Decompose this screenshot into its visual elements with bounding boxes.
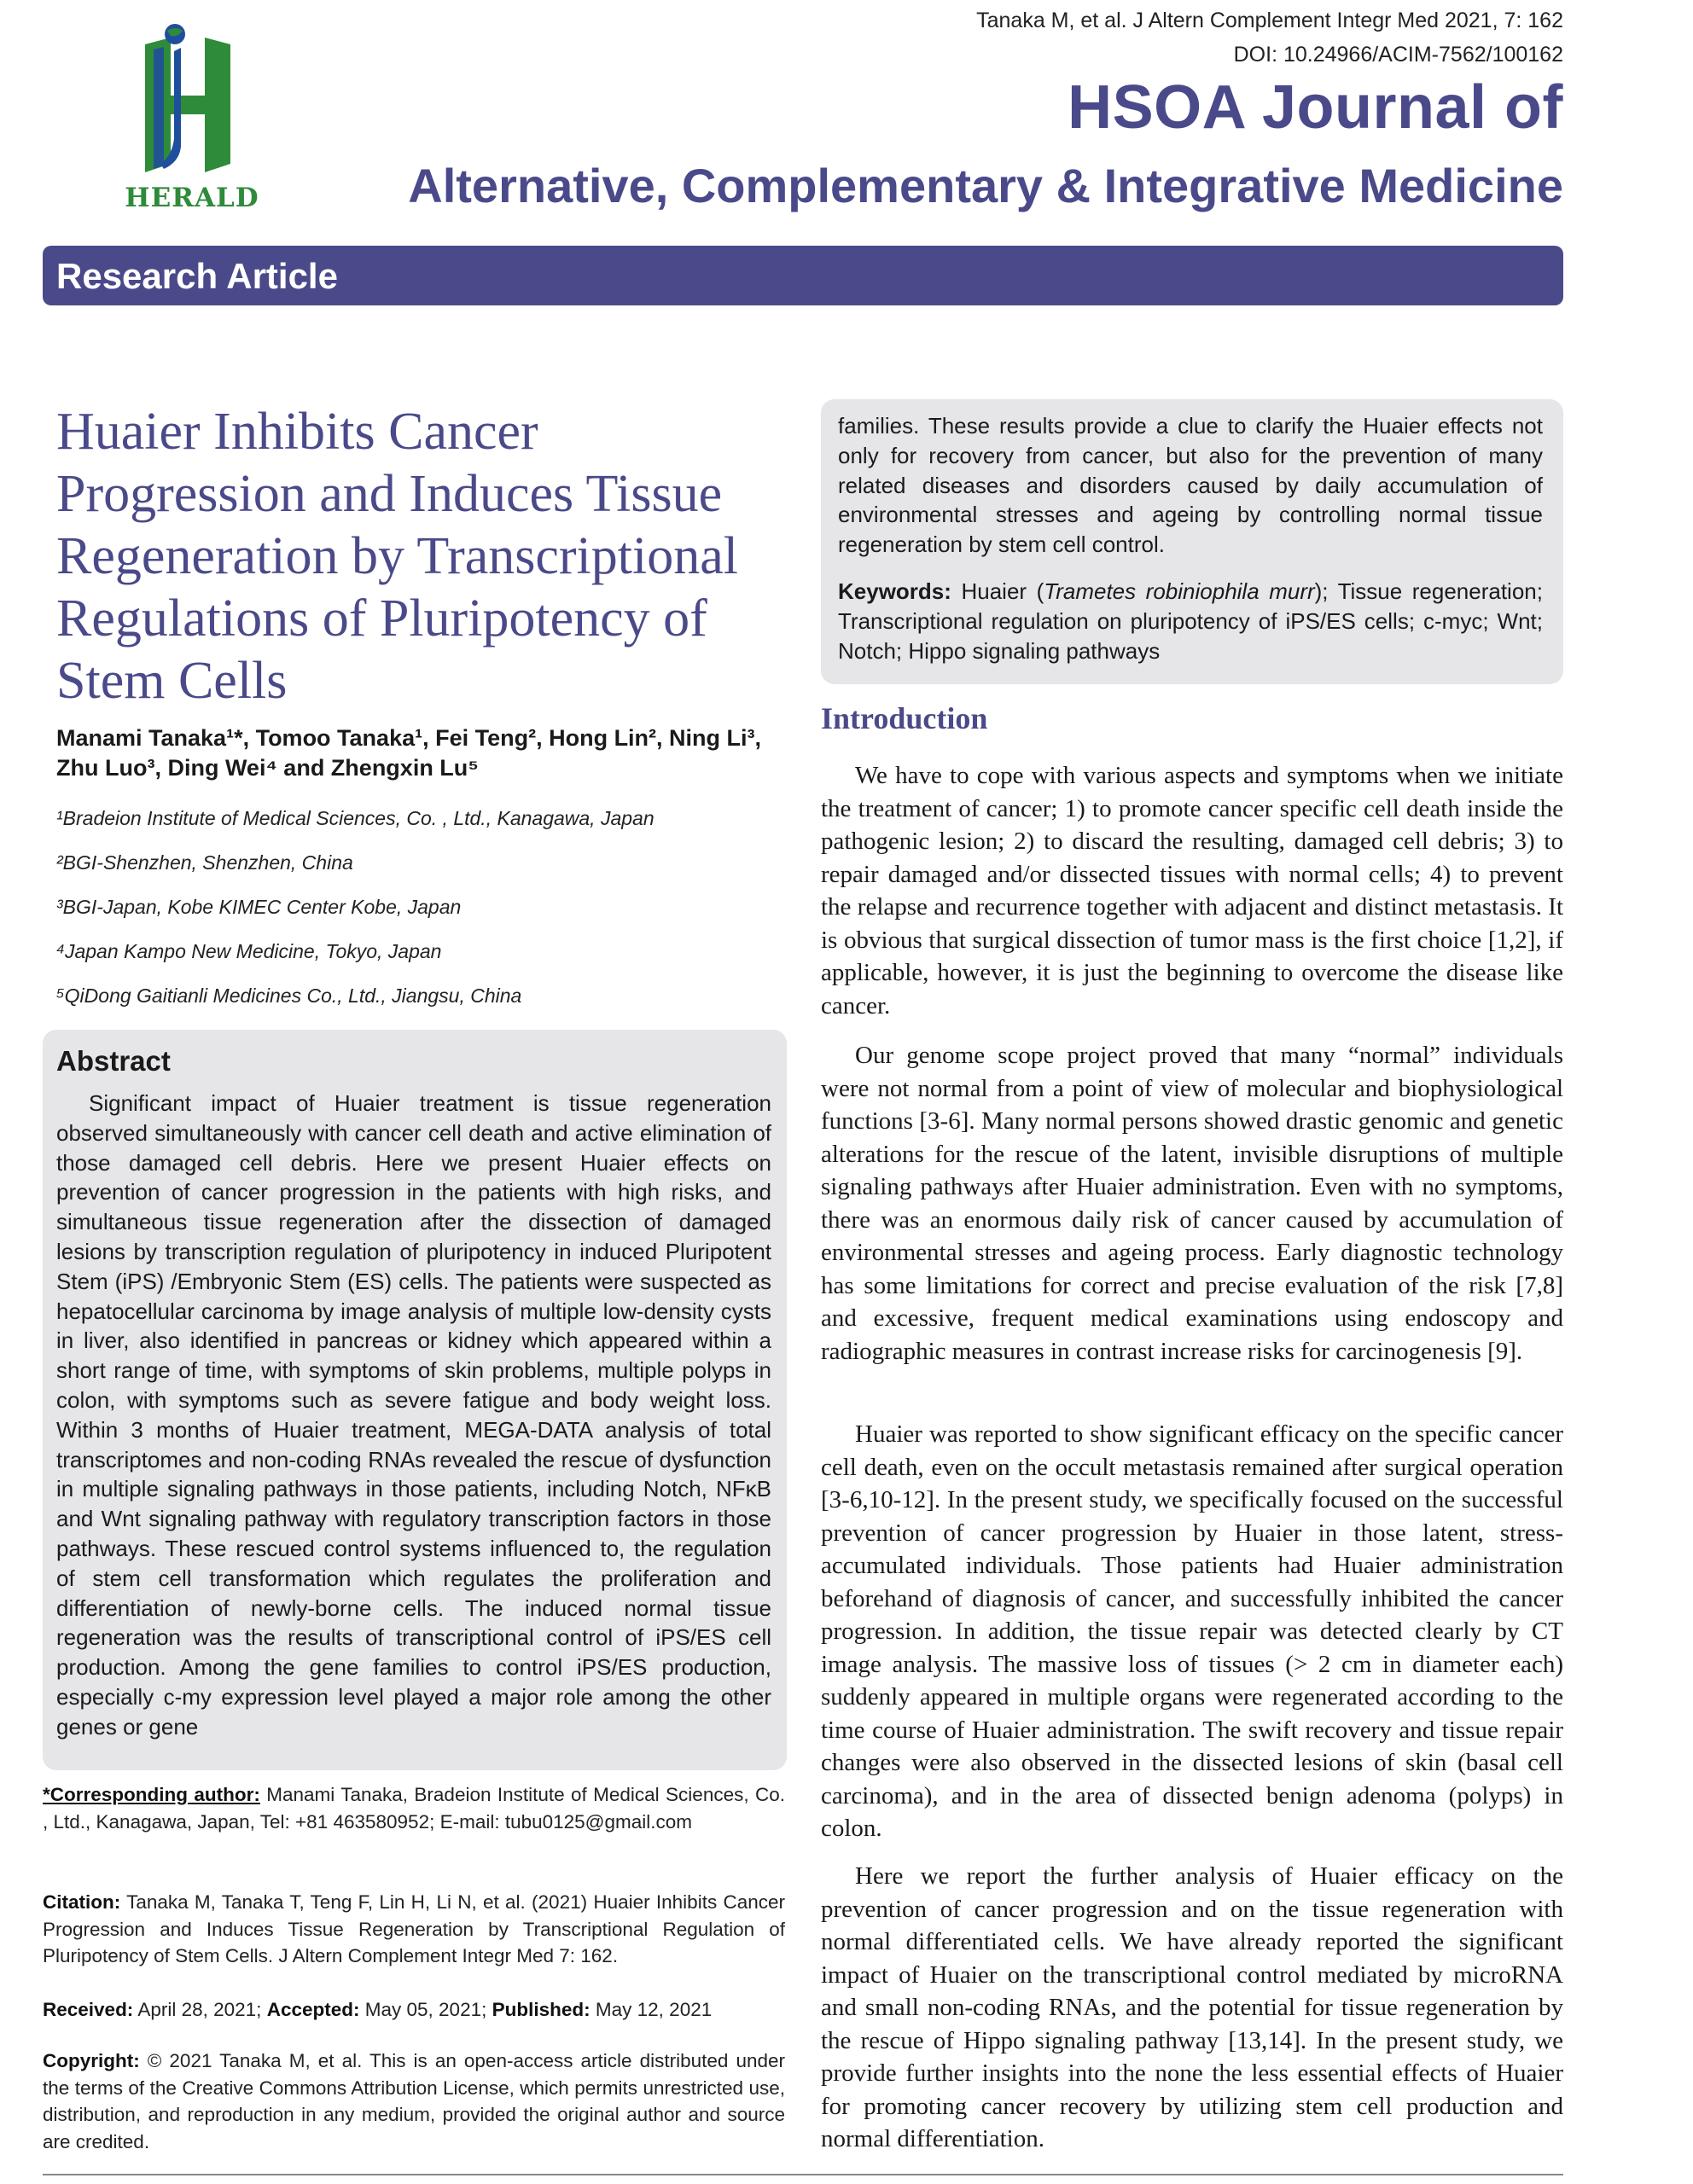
citation-text: Tanaka M, Tanaka T, Teng F, Lin H, Li N, et al. (2021) Huaier Inhibits Cancer Progression and Induces Tissue Regeneration by Transcriptional Regulation of Pluripotency of Stem Cells. J Altern Complement Integr Med 7: 162. [43, 1891, 785, 1966]
body-paragraph: Huaier was reported to show significant efficacy on the specific cancer cell death, even on the occult metastasis remained after surgical operation [3-6,10-12]. In the present study, we specifically focused on the successful prevention of cancer progression by Huaier in those latent, stress-accumulated individuals. Those patients had Huaier administration beforehand of diagnosis of cancer, and successfully inhibited the cancer progression. In addition, the tissue repair was detected clearly by CT image analysis. The massive loss of tissues (> 2 cm in diameter each) suddenly appeared in multiple organs were regenerated according to the time course of Huaier administration. The swift recovery and tissue repair changes were also observed in the dissected lesions of skin (basal cell carcinoma), and in the area of dissected benign adenoma (polyps) in colon. [821, 1420, 1563, 1842]
received-label: Received: [43, 1999, 134, 2020]
affiliation: ¹Bradeion Institute of Medical Sciences, Co. , Ltd., Kanagawa, Japan [56, 807, 655, 829]
abstract-continued-text: families. These results provide a clue to clarify the Huaier effects not only for recovery from cancer, but also for the prevention of many related diseases and disorders caused by daily accumulation of environmental stresses and ageing by controlling normal tissue regeneration by stem cell control. [838, 413, 1543, 558]
affiliation: ⁵QiDong Gaitianli Medicines Co., Ltd., Jiangsu, China [56, 985, 522, 1007]
keywords-text: ); Tissue regeneration; Transcriptional regulation on pluripotency of iPS/ES cells; c-myc; Wnt; Notch; Hippo signaling pathways [838, 578, 1543, 664]
citation [43, 1889, 785, 1970]
keywords-species: Trametes robiniophila murr [1044, 578, 1315, 604]
article-title: Huaier Inhibits Cancer Progression and Induces Tissue Regeneration by Transcriptional Regulations of Pluripotency of Stem Cells [56, 403, 738, 710]
footer-divider [43, 2174, 1563, 2175]
author-list: Manami Tanaka¹*, Tomoo Tanaka¹, Fei Teng², Hong Lin², Ning Li³, Zhu Luo³, Ding Wei⁴ and Zhengxin Lu⁵ [56, 725, 762, 781]
body-paragraph: Our genome scope project proved that many “normal” individuals were not normal from a point of view of molecular and biophysiological functions [3-6]. Many normal persons showed drastic genomic and genetic alterations for the rescue of the latent, invisible disruptions of multiple signaling pathways after Huaier administration. Even with no symptoms, there was an enormous daily risk of cancer caused by accumulation of environmental stresses and ageing process. Early diagnostic technology has some limitations for correct and precise evaluation of the risk [7,8] and excessive, frequent medical examinations using endoscopy and radiographic measures in contrast increase risks for carcinogenesis [9]. [821, 1042, 1563, 1365]
abstract-text: Significant impact of Huaier treatment is tissue regeneration observed simultaneously with cancer cell death and active elimination of those damaged cell debris. Here we present Huaier effects on prevention of cancer progression in the patients with high risks, and simultaneous tissue regeneration after the dissection of damaged lesions by transcription regulation of pluripotency in induced Pluripotent Stem (iPS) /Embryonic Stem (ES) cells. The patients were suspected as hepatocellular carcinoma by image analysis of multiple low-density cysts in liver, also identified in pancreas or kidney which appeared within a short range of time, with symptoms of skin problems, multiple polyps in colon, with symptoms such as severe fatigue and body weight loss. Within 3 months of Huaier treatment, MEGA-DATA analysis of total transcriptomes and non-coding RNAs revealed the rescue of dysfunction in multiple signaling pathways in those patients, including Notch, NFκB and Wnt signaling pathway with regulatory transcription factors in those pathways. These rescued control systems influenced to, the regulation of stem cell transformation which regulates the proliferation and differentiation of newly-borne cells. The induced normal tissue regeneration was the results of transcriptional control of iPS/ES cell production. Among the gene families to control iPS/ES production, especially c-my expression level played a major role among the other genes or gene [56, 1090, 771, 1740]
journal-name-line1: HSOA Journal of [1068, 73, 1563, 142]
doi: DOI: 10.24966/ACIM-7562/100162 [1233, 43, 1563, 67]
published-label: Published: [492, 1999, 591, 2020]
received-date: April 28, 2021; [137, 1999, 262, 2020]
copyright-label: Copyright: [43, 2050, 140, 2071]
accepted-date: May 05, 2021; [364, 1999, 487, 2020]
published-date: May 12, 2021 [595, 1999, 713, 2020]
body-paragraph: We have to cope with various aspects and symptoms when we initiate the treatment of cancer; 1) to promote cancer specific cell death inside the pathogenic lesion; 2) to discard the resulting, damaged cell debris; 3) to repair damaged and/or dissected tissues with normal cells; 4) to prevent the relapse and recurrence together with adjacent and distinct metastasis. It is obvious that surgical dissection of tumor mass is the first choice [1,2], if applicable, however, it is just the beginning to overcome the disease like cancer. [821, 762, 1563, 1019]
journal-name-line2: Alternative, Complementary & Integrative Medicine [408, 159, 1563, 212]
running-citation: Tanaka M, et al. J Altern Complement Integr Med 2021, 7: 162 [976, 9, 1563, 32]
copyright [43, 2048, 785, 2155]
citation-label: Citation: [43, 1891, 121, 1913]
accepted-label: Accepted: [266, 1999, 360, 2020]
body-paragraph: Here we report the further analysis of Huaier efficacy on the prevention of cancer progression and on the tissue regeneration with normal differentiated cells. We have already reported the significant impact of Huaier on the transcriptional control mediated by microRNA and small non-coding RNAs, and the potential for tissue regeneration by the rescue of Hippo signaling pathway [13,14]. In the present study, we provide further insights into the none the less essential effects of Huaier for promoting cancer recovery by utilizing stem cell production and normal differentiation. [821, 1862, 1563, 2152]
article-type: Research Article [56, 256, 338, 296]
logo-text: HERALD [125, 183, 259, 213]
keywords-text: Huaier ( [961, 578, 1044, 604]
affiliation: ³BGI-Japan, Kobe KIMEC Center Kobe, Japan [56, 896, 462, 918]
affiliation: ⁴Japan Kampo New Medicine, Tokyo, Japan [56, 940, 442, 962]
abstract-heading: Abstract [56, 1045, 171, 1077]
corresponding-author [43, 1781, 785, 1835]
section-heading-introduction: Introduction [821, 701, 988, 735]
keywords-label: Keywords: [838, 578, 951, 604]
corresponding-label: *Corresponding author: [43, 1784, 260, 1805]
keywords [838, 577, 1543, 665]
affiliation: ²BGI-Shenzhen, Shenzhen, China [56, 851, 353, 874]
publication-dates [43, 1996, 785, 2024]
corresponding-text: Manami Tanaka, Bradeion Institute of Medical Sciences, Co. , Ltd., Kanagawa, Japan, Tel: +81 463580952; E-mail: tubu0125@gmail.com [43, 1784, 785, 1833]
copyright-text: © 2021 Tanaka M, et al. This is an open-access article distributed under the terms of the Creative Commons Attribution License, which permits unrestricted use, distribution, and reproduction in any medium, provided the original author and source are credited. [43, 2050, 785, 2152]
